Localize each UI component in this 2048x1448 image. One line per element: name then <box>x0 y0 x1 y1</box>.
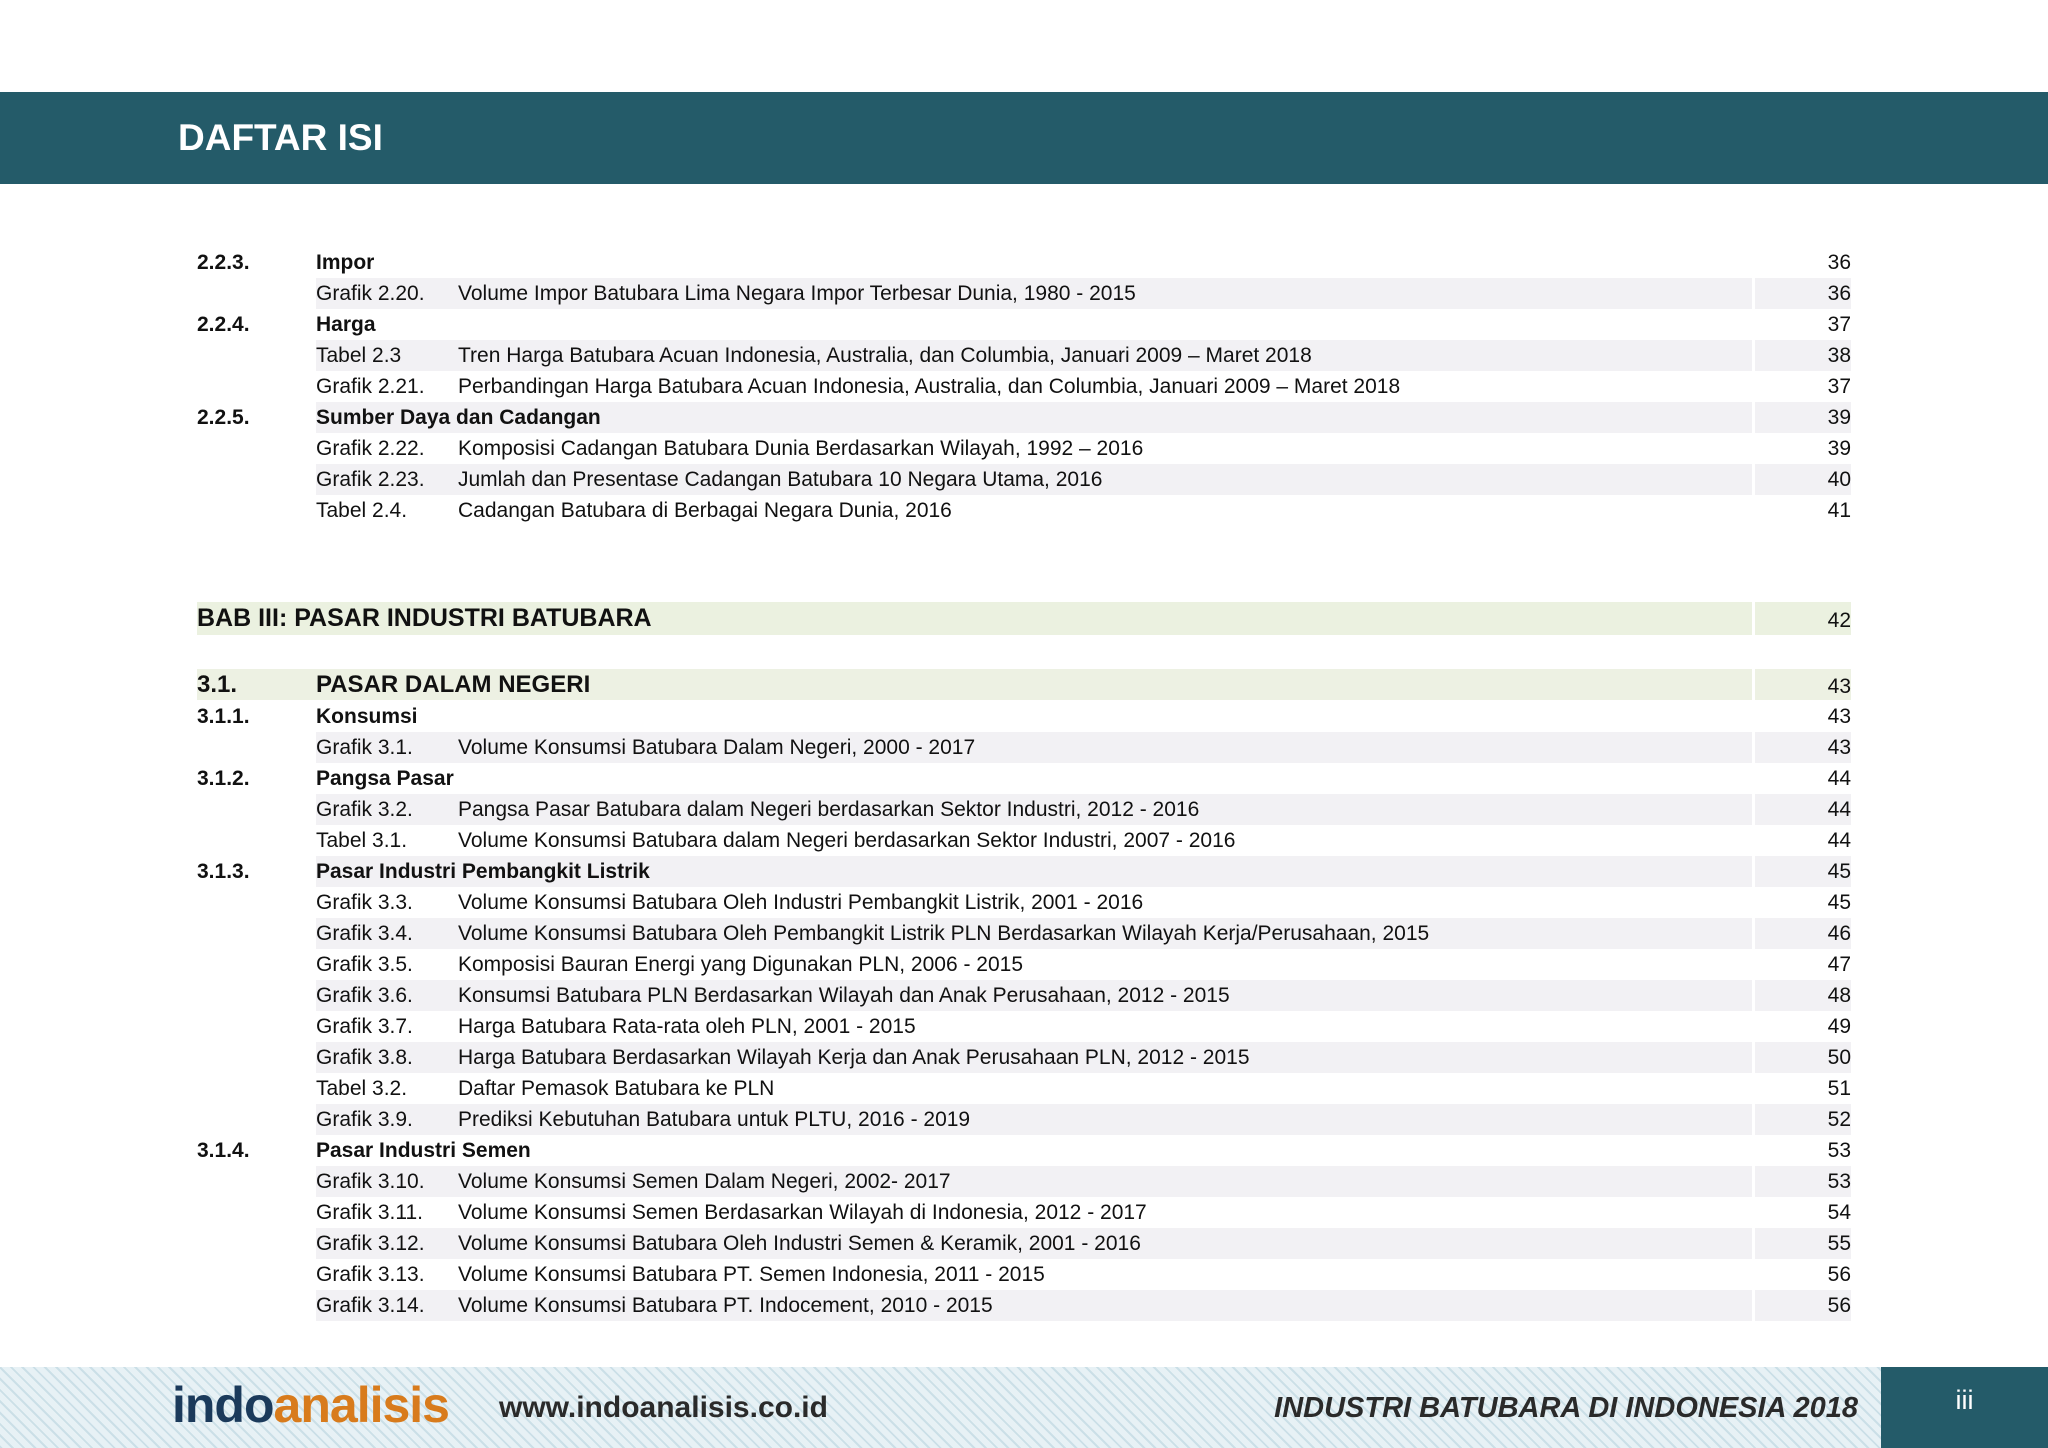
subsection-title: Pangsa Pasar <box>316 767 454 790</box>
subsection-title: Pasar Industri Pembangkit Listrik <box>316 856 1752 887</box>
figure-label: Grafik 3.8. <box>316 1046 413 1069</box>
figure-title: Volume Impor Batubara Lima Negara Impor Terbesar Dunia, 1980 - 2015 <box>458 282 1136 305</box>
figure-title: Cadangan Batubara di Berbagai Negara Dunia, 2016 <box>458 499 952 522</box>
toc-figure-entry[interactable] <box>0 278 2048 309</box>
toc-subsection-entry[interactable] <box>0 701 2048 732</box>
figure-label: Grafik 3.14. <box>316 1294 425 1317</box>
figure-label: Grafik 3.11. <box>316 1201 423 1224</box>
toc-figure-entry[interactable] <box>0 887 2048 918</box>
toc-figure-entry[interactable] <box>0 1197 2048 1228</box>
subsection-title: Pasar Industri Semen <box>316 1139 531 1162</box>
subsection-number: 2.2.3. <box>197 251 250 274</box>
figure-title: Daftar Pemasok Batubara ke PLN <box>458 1077 775 1100</box>
figure-label: Grafik 3.13. <box>316 1263 425 1286</box>
entry-page-number: 41 <box>1827 499 1851 522</box>
figure-caption <box>316 433 1752 464</box>
figure-caption <box>316 887 1752 918</box>
figure-caption <box>316 825 1752 856</box>
entry-page-number: 56 <box>1827 1263 1851 1286</box>
toc-figure-entry[interactable] <box>0 1290 2048 1321</box>
logo-text-analisis: analisis <box>273 1377 449 1433</box>
figure-caption <box>316 918 1752 949</box>
toc-figure-entry[interactable] <box>0 980 2048 1011</box>
figure-title: Perbandingan Harga Batubara Acuan Indonesia, Australia, dan Columbia, Januari 2009 – Maret 2018 <box>458 375 1401 398</box>
toc-subsection-entry[interactable] <box>0 402 2048 433</box>
entry-page-number: 55 <box>1755 1228 1851 1259</box>
figure-title: Volume Konsumsi Semen Berdasarkan Wilayah di Indonesia, 2012 - 2017 <box>458 1201 1147 1224</box>
toc-figure-entry[interactable] <box>0 918 2048 949</box>
subsection-number: 2.2.5. <box>197 406 250 429</box>
header-band <box>0 92 2048 184</box>
toc-subsection-entry[interactable] <box>0 763 2048 794</box>
figure-label: Grafik 2.21. <box>316 375 425 398</box>
entry-page-number: 37 <box>1827 313 1851 336</box>
toc-figure-entry[interactable] <box>0 371 2048 402</box>
figure-title: Prediksi Kebutuhan Batubara untuk PLTU, 2016 - 2019 <box>458 1108 971 1131</box>
figure-label: Grafik 3.3. <box>316 891 413 914</box>
figure-title: Volume Konsumsi Semen Dalam Negeri, 2002- 2017 <box>458 1170 951 1193</box>
chapter-title: BAB III: PASAR INDUSTRI BATUBARA <box>197 602 1752 635</box>
figure-caption <box>316 464 1752 495</box>
figure-caption <box>316 949 1752 980</box>
figure-caption <box>316 1166 1752 1197</box>
subsection-title: Sumber Daya dan Cadangan <box>316 402 1752 433</box>
figure-label: Grafik 3.7. <box>316 1015 413 1038</box>
toc-figure-entry[interactable] <box>0 825 2048 856</box>
entry-page-number: 54 <box>1827 1201 1851 1224</box>
entry-page-number: 47 <box>1827 953 1851 976</box>
subsection-number: 3.1.2. <box>197 767 250 790</box>
figure-title: Volume Konsumsi Batubara Oleh Industri Pembangkit Listrik, 2001 - 2016 <box>458 891 1144 914</box>
subsection-number: 3.1.3. <box>197 860 250 883</box>
entry-page-number: 44 <box>1755 794 1851 825</box>
figure-title: Volume Konsumsi Batubara Oleh Industri Semen & Keramik, 2001 - 2016 <box>458 1232 1141 1255</box>
entry-page-number: 50 <box>1755 1042 1851 1073</box>
figure-label: Grafik 3.5. <box>316 953 413 976</box>
figure-caption <box>316 1073 1752 1104</box>
subsection-number: 2.2.4. <box>197 313 250 336</box>
toc-figure-entry[interactable] <box>0 464 2048 495</box>
entry-page-number: 39 <box>1827 437 1851 460</box>
toc-subsection-entry[interactable] <box>0 309 2048 340</box>
toc-figure-entry[interactable] <box>0 1166 2048 1197</box>
indoanalisis-logo <box>172 1375 449 1435</box>
entry-page-number: 43 <box>1755 732 1851 763</box>
toc-figure-entry[interactable] <box>0 1011 2048 1042</box>
toc-figure-entry[interactable] <box>0 794 2048 825</box>
figure-caption <box>316 371 1752 402</box>
entry-page-number: 37 <box>1827 375 1851 398</box>
toc-figure-entry[interactable] <box>0 732 2048 763</box>
entry-page-number: 36 <box>1827 251 1851 274</box>
figure-label: Grafik 3.4. <box>316 922 413 945</box>
toc-subsection-entry[interactable] <box>0 247 2048 278</box>
section-page-number: 43 <box>1755 669 1851 700</box>
entry-page-number: 45 <box>1827 891 1851 914</box>
entry-page-number: 44 <box>1827 829 1851 852</box>
figure-caption <box>316 1104 1752 1135</box>
entry-page-number: 36 <box>1755 278 1851 309</box>
figure-label: Tabel 2.3 <box>316 344 402 367</box>
entry-page-number: 53 <box>1827 1139 1851 1162</box>
toc-subsection-entry[interactable] <box>0 856 2048 887</box>
figure-label: Grafik 2.20. <box>316 282 425 305</box>
figure-caption <box>316 1042 1752 1073</box>
entry-page-number: 48 <box>1755 980 1851 1011</box>
figure-caption <box>316 1290 1752 1321</box>
figure-caption <box>316 1228 1752 1259</box>
entry-page-number: 52 <box>1755 1104 1851 1135</box>
toc-figure-entry[interactable] <box>0 495 2048 526</box>
figure-title: Volume Konsumsi Batubara dalam Negeri berdasarkan Sektor Industri, 2007 - 2016 <box>458 829 1236 852</box>
figure-label: Grafik 3.2. <box>316 798 413 821</box>
figure-label: Grafik 2.23. <box>316 468 425 491</box>
figure-caption <box>316 278 1752 309</box>
entry-page-number: 51 <box>1827 1077 1851 1100</box>
chapter-page-number: 42 <box>1755 602 1851 635</box>
subsection-title: Konsumsi <box>316 705 418 728</box>
page-number: iii <box>1881 1367 2048 1448</box>
figure-title: Volume Konsumsi Batubara PT. Semen Indonesia, 2011 - 2015 <box>458 1263 1045 1286</box>
logo-text-indo: indo <box>172 1377 274 1433</box>
figure-caption <box>316 732 1752 763</box>
page-title: DAFTAR ISI <box>178 117 383 158</box>
subsection-number: 3.1.4. <box>197 1139 250 1162</box>
toc-figure-entry[interactable] <box>0 1228 2048 1259</box>
figure-label: Grafik 2.22. <box>316 437 425 460</box>
toc-figure-entry[interactable] <box>0 1104 2048 1135</box>
website-url: www.indoanalisis.co.id <box>499 1391 828 1424</box>
report-title: INDUSTRI BATUBARA DI INDONESIA 2018 <box>1274 1392 1858 1424</box>
toc-figure-entry[interactable] <box>0 1073 2048 1104</box>
figure-label: Tabel 3.2. <box>316 1077 408 1100</box>
figure-caption <box>316 340 1752 371</box>
figure-title: Pangsa Pasar Batubara dalam Negeri berdasarkan Sektor Industri, 2012 - 2016 <box>458 798 1200 821</box>
toc-figure-entry[interactable] <box>0 949 2048 980</box>
page-footer <box>0 1367 2048 1448</box>
entry-page-number: 44 <box>1827 767 1851 790</box>
entry-page-number: 38 <box>1755 340 1851 371</box>
figure-label: Grafik 3.10. <box>316 1170 425 1193</box>
figure-title: Harga Batubara Berdasarkan Wilayah Kerja dan Anak Perusahaan PLN, 2012 - 2015 <box>458 1046 1250 1069</box>
figure-label: Grafik 3.1. <box>316 736 413 759</box>
chapter-entry[interactable] <box>197 602 1851 635</box>
figure-title: Komposisi Cadangan Batubara Dunia Berdasarkan Wilayah, 1992 – 2016 <box>458 437 1144 460</box>
figure-label: Tabel 2.4. <box>316 499 408 522</box>
figure-caption <box>316 1259 1752 1290</box>
figure-title: Volume Konsumsi Batubara PT. Indocement, 2010 - 2015 <box>458 1294 993 1317</box>
figure-label: Grafik 3.6. <box>316 984 413 1007</box>
toc-subsection-entry[interactable] <box>0 1135 2048 1166</box>
figure-caption <box>316 1197 1752 1228</box>
figure-label: Grafik 3.12. <box>316 1232 425 1255</box>
figure-title: Jumlah dan Presentase Cadangan Batubara 10 Negara Utama, 2016 <box>458 468 1103 491</box>
section-title: PASAR DALAM NEGERI <box>316 671 591 698</box>
figure-title: Harga Batubara Rata-rata oleh PLN, 2001 - 2015 <box>458 1015 916 1038</box>
subsection-number: 3.1.1. <box>197 705 250 728</box>
toc-figure-entry[interactable] <box>0 1042 2048 1073</box>
toc-figure-entry[interactable] <box>0 1259 2048 1290</box>
figure-title: Komposisi Bauran Energi yang Digunakan PLN, 2006 - 2015 <box>458 953 1024 976</box>
subsection-title: Harga <box>316 313 376 336</box>
figure-label: Grafik 3.9. <box>316 1108 413 1131</box>
toc-figure-entry[interactable] <box>0 433 2048 464</box>
figure-caption <box>316 794 1752 825</box>
entry-page-number: 46 <box>1755 918 1851 949</box>
entry-page-number: 56 <box>1755 1290 1851 1321</box>
figure-caption <box>316 980 1752 1011</box>
figure-title: Volume Konsumsi Batubara Dalam Negeri, 2000 - 2017 <box>458 736 976 759</box>
figure-title: Volume Konsumsi Batubara Oleh Pembangkit Listrik PLN Berdasarkan Wilayah Kerja/Perusahaan, 2015 <box>458 922 1430 945</box>
entry-page-number: 39 <box>1755 402 1851 433</box>
section-entry[interactable] <box>197 669 1851 700</box>
entry-page-number: 49 <box>1827 1015 1851 1038</box>
toc-figure-entry[interactable] <box>0 340 2048 371</box>
section-number: 3.1. <box>197 671 238 698</box>
entry-page-number: 40 <box>1755 464 1851 495</box>
figure-title: Konsumsi Batubara PLN Berdasarkan Wilayah dan Anak Perusahaan, 2012 - 2015 <box>458 984 1230 1007</box>
figure-label: Tabel 3.1. <box>316 829 408 852</box>
figure-caption <box>316 1011 1752 1042</box>
figure-caption <box>316 495 1752 526</box>
entry-page-number: 53 <box>1755 1166 1851 1197</box>
entry-page-number: 43 <box>1827 705 1851 728</box>
subsection-title: Impor <box>316 251 375 274</box>
entry-page-number: 45 <box>1755 856 1851 887</box>
figure-title: Tren Harga Batubara Acuan Indonesia, Australia, dan Columbia, Januari 2009 – Maret 2018 <box>458 344 1312 367</box>
